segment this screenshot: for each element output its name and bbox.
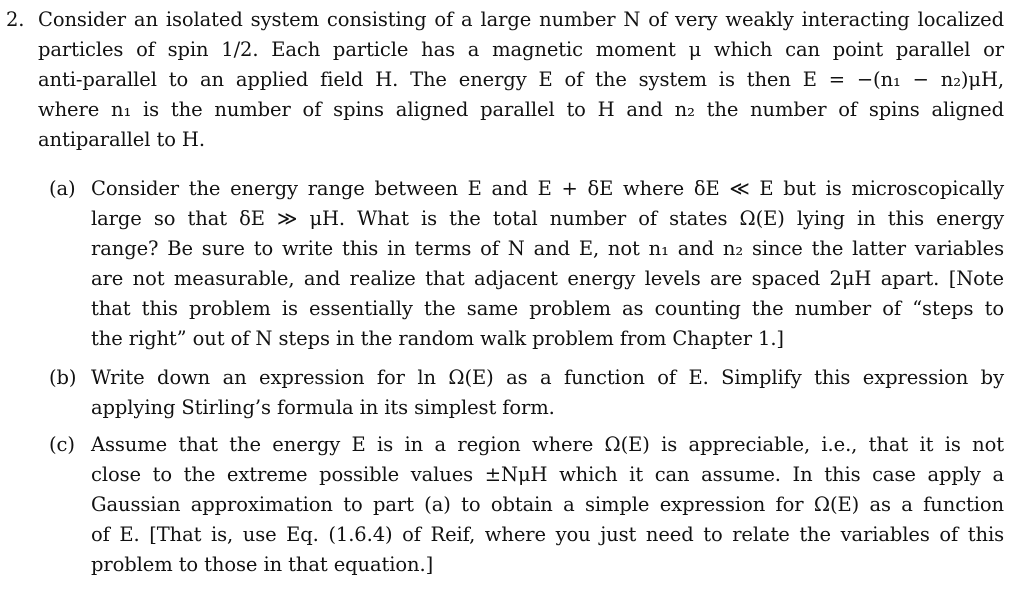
part-a-line: large so that δE ≫ μH. What is the total number of states Ω(E) lying in this energy — [91, 207, 1004, 230]
part-c-line: Assume that the energy E is in a region where Ω(E) is appreciable, i.e., that it is not — [91, 433, 1004, 456]
part-a-line: Consider the energy range between E and E + δE where δE ≪ E but is microscopically — [91, 177, 1004, 200]
part-a-line: range? Be sure to write this in terms of N and E, not n₁ and n₂ since the latter variables — [91, 237, 1004, 260]
part-c-line: Gaussian approximation to part (a) to obtain a simple expression for Ω(E) as a function — [91, 493, 1004, 516]
part-a-line: that this problem is essentially the same problem as counting the number of “steps to — [91, 297, 1004, 320]
part-c-label: (c) — [49, 433, 75, 456]
intro-line: Consider an isolated system consisting of a large number N of very weakly interacting localized — [38, 8, 1004, 31]
part-a-line: the right” out of N steps in the random walk problem from Chapter 1.] — [91, 327, 784, 350]
part-a-label: (a) — [49, 177, 76, 200]
part-b-line: Write down an expression for ln Ω(E) as a function of E. Simplify this expression by — [91, 366, 1004, 389]
part-c-line: close to the extreme possible values ±NμH which it can assume. In this case apply a — [91, 463, 1004, 486]
problem-number: 2. — [6, 8, 25, 31]
intro-line: anti-parallel to an applied field H. The energy E of the system is then E = −(n₁ − n₂)μH, — [38, 68, 1004, 91]
part-c-line: of E. [That is, use Eq. (1.6.4) of Reif, where you just need to relate the variables of this — [91, 523, 1004, 546]
intro-line: antiparallel to H. — [38, 128, 205, 151]
part-b-label: (b) — [49, 366, 77, 389]
intro-line: where n₁ is the number of spins aligned parallel to H and n₂ the number of spins aligned — [38, 98, 1004, 121]
part-c-line: problem to those in that equation.] — [91, 553, 434, 576]
intro-line: particles of spin 1/2. Each particle has a magnetic moment μ which can point parallel or — [38, 38, 1004, 61]
part-b-line: applying Stirling’s formula in its simplest form. — [91, 396, 555, 419]
part-a-line: are not measurable, and realize that adjacent energy levels are spaced 2μH apart. [Note — [91, 267, 1004, 290]
